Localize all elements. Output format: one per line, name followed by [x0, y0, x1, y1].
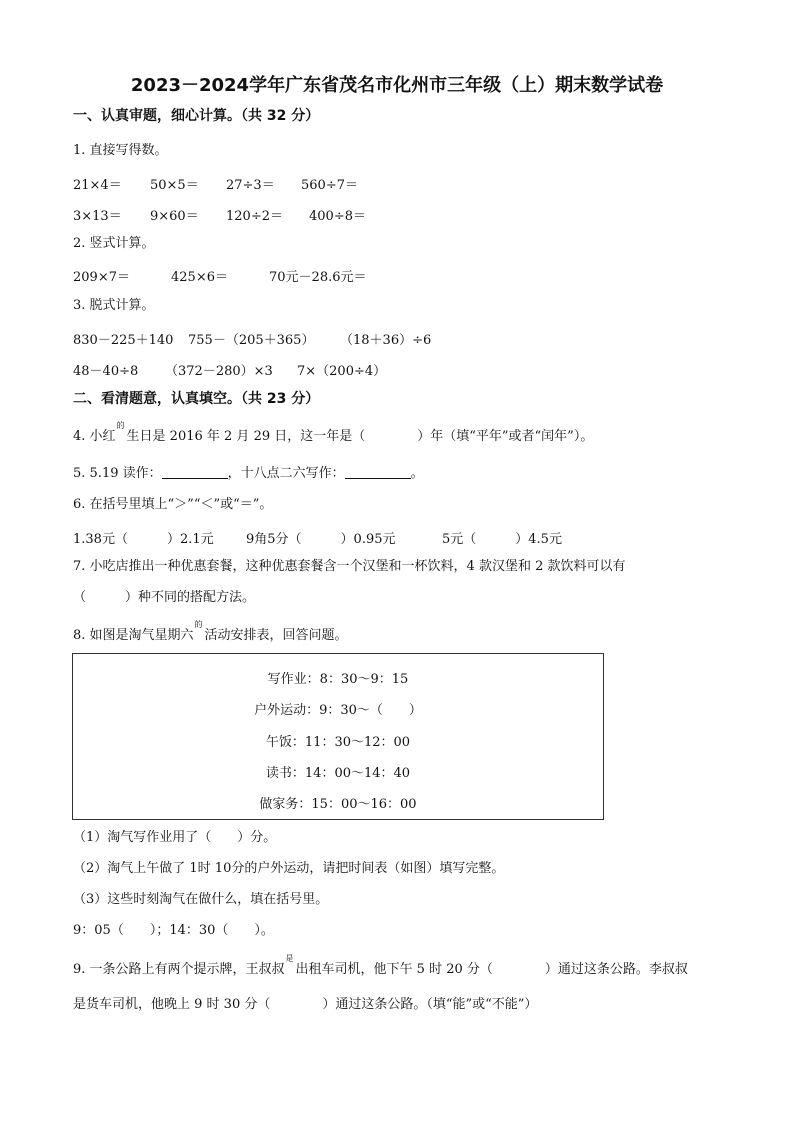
schedule-entry: 做家务：15：00～16：00	[259, 797, 417, 812]
q3-label: 3. 脱式计算。	[73, 298, 155, 313]
q2-label: 2. 竖式计算。	[73, 236, 155, 251]
q8-text-before: 8. 如图是淘气星期六	[73, 628, 194, 643]
q1-item: 560÷7＝	[301, 178, 358, 193]
q6-label: 6. 在括号里填上“＞”“＜”或“＝”。	[73, 497, 273, 512]
q8-sub-2: （2）淘气上午做了 1时 10分的户外运动，请把时间表（如图）填写完整。	[73, 861, 505, 876]
schedule-entry: 写作业：8：30～9：15	[267, 672, 409, 687]
q8-annotation: 的	[194, 620, 203, 629]
q2-item: 209×7＝	[73, 270, 130, 285]
q4-text-after: 生日是 2016 年 2 月 29 日，这一年是（ ）年（填“平年”或者“闰年”）。	[126, 429, 594, 444]
q8-text-after: 活动安排表，回答问题。	[204, 628, 348, 643]
q1-item: 120÷2＝	[226, 209, 283, 224]
q9-annotation: 是	[285, 954, 294, 963]
q1-item: 27÷3＝	[226, 178, 275, 193]
q1-item: 50×5＝	[150, 178, 199, 193]
q5-part-1: 5. 5.19 读作：	[73, 466, 162, 481]
q8-annotation-wrap	[194, 620, 205, 643]
q1-item: 3×13＝	[73, 209, 122, 224]
q4-text	[73, 421, 594, 445]
q3-item: （372－280）×3	[165, 364, 273, 379]
q2-item: 425×6＝	[171, 270, 228, 285]
q1-label: 1. 直接写得数。	[73, 143, 168, 158]
q9-annotation-wrap	[285, 954, 296, 977]
q5-part-2: ，十八点二六写作：	[227, 466, 345, 481]
q9-text-before: 9. 一条公路上有两个提示牌，王叔叔	[73, 962, 285, 977]
schedule-entry: 读书：14：00～14：40	[265, 766, 411, 781]
q8-text	[73, 620, 348, 644]
q6-item: 5元（ ）4.5元	[442, 532, 562, 547]
q2-item: 70元－28.6元＝	[269, 270, 367, 285]
q8-sub-3-answer: 9：05（ ）；14：30（ ）。	[73, 923, 274, 938]
q3-item: （18＋36）÷6	[340, 333, 432, 348]
q3-item: 7×（200÷4）	[297, 364, 387, 379]
q1-item: 400÷8＝	[309, 209, 366, 224]
q3-item: 830－225＋140	[73, 333, 174, 348]
q1-item: 21×4＝	[73, 178, 122, 193]
page-title: 2023－2024学年广东省茂名市化州市三年级（上）期末数学试卷	[130, 75, 664, 96]
q3-item: 755－（205＋365）	[188, 333, 315, 348]
q4-annotation-wrap	[116, 421, 127, 444]
q7-line-2: （ ）种不同的搭配方法。	[73, 590, 256, 605]
schedule-table	[72, 653, 604, 820]
q9-text-after: 出租车司机，他下午 5 时 20 分（ ）通过这条公路。李叔叔	[295, 962, 688, 977]
schedule-entry: 午饭：11：30～12：00	[265, 735, 411, 750]
section-1-heading: 一、认真审题，细心计算。（共 32 分）	[73, 108, 320, 124]
q8-sub-3: （3）这些时刻淘气在做什么，填在括号里。	[73, 892, 329, 907]
section-2-heading: 二、看清题意，认真填空。（共 23 分）	[73, 391, 320, 407]
q7-line-1: 7. 小吃店推出一种优惠套餐，这种优惠套餐含一个汉堡和一杯饮料，4 款汉堡和 2 款饮料可以有	[73, 559, 626, 574]
q3-item: 48－40÷8	[73, 364, 139, 379]
q6-item: 1.38元（ ）2.1元	[73, 532, 214, 547]
q1-item: 9×60＝	[150, 209, 199, 224]
q8-sub-1: （1）淘气写作业用了（ ）分。	[73, 830, 277, 845]
q5-blank-2[interactable]	[345, 466, 411, 479]
q6-item: 9角5分（ ）0.95元	[246, 532, 396, 547]
schedule-entry: 户外运动：9：30～（ ）	[254, 703, 422, 718]
q5-blank-1[interactable]	[162, 466, 228, 479]
q4-annotation: 的	[116, 421, 125, 430]
q9-line-1	[73, 954, 688, 978]
q4-text-before: 4. 小红	[73, 429, 116, 444]
q5-text	[73, 466, 424, 482]
q9-line-2: 是货车司机，他晚上 9 时 30 分（ ）通过这条公路。（填“能”或“不能”）	[73, 997, 538, 1012]
q5-part-3: 。	[410, 466, 424, 481]
